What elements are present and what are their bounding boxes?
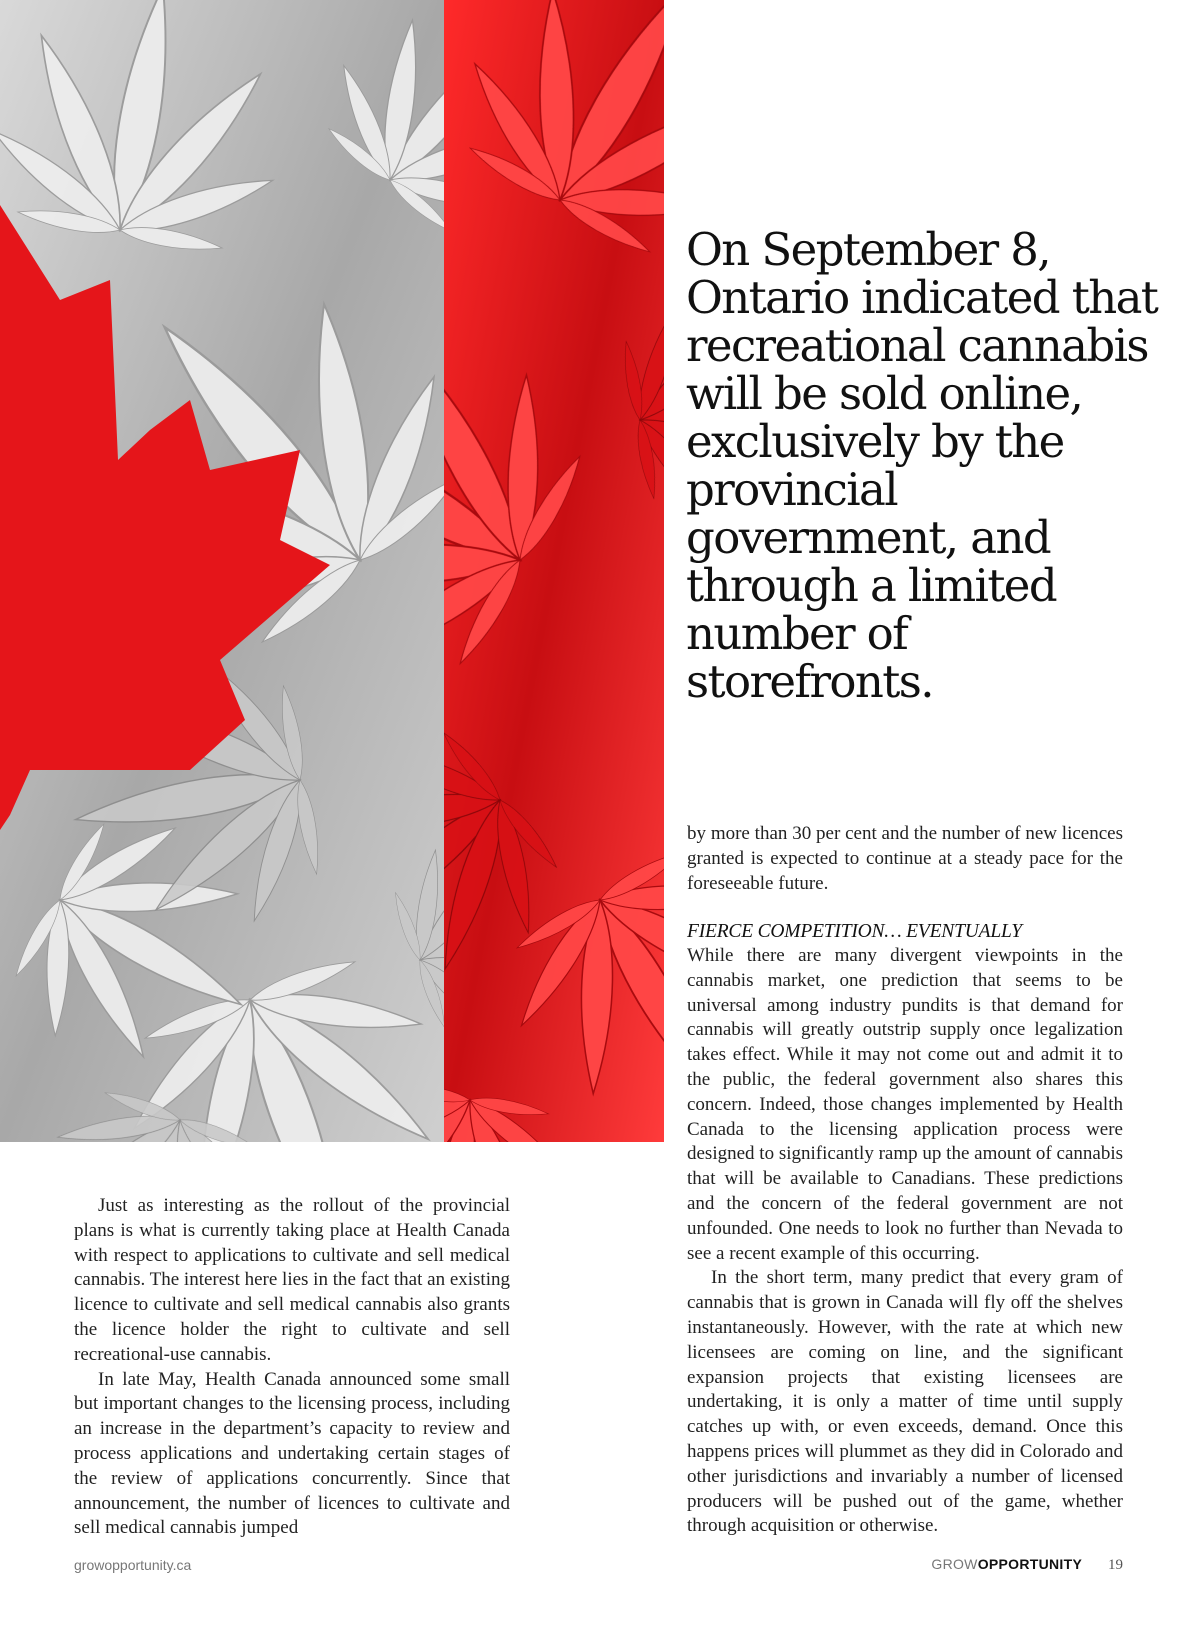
canadian-flag-cannabis-leaves-photo: [0, 0, 664, 1142]
body-paragraph: While there are many divergent viewpoints in the cannabis market, one prediction that seems to be universal among industry pundits is that demand for cannabis will greatly outstrip supply once legalization takes effect. While it may not come out and admit it to the public, the federal government also shares this concern. Indeed, those changes implemented by Health Canada to the licensing application process were designed to significantly ramp up the amount of cannabis that will be available to Canadians. These predictions and the concern of the federal government are not unfounded. One needs to look no further than Nevada to see a recent example of this occurring.: [687, 945, 1123, 1264]
brand-light: GROW: [931, 1556, 978, 1572]
right-column-continuation: [687, 822, 1123, 896]
pull-quote: On September 8, Ontario indicated that recreational cannabis will be sold online, exclusively by the provincial government, and through a limited number of storefronts.: [686, 223, 1158, 708]
footer-brand: [931, 1556, 1123, 1574]
body-paragraph: Just as interesting as the rollout of the provincial plans is what is currently taking place at Health Canada with respect to applications to cultivate and sell medical cannabis. The interest here lies in the fact that an existing licence to cultivate and sell medical cannabis also grants the licence holder the right to cultivate and sell recreational-use cannabis.: [74, 1195, 510, 1365]
left-column: [74, 1194, 510, 1541]
body-paragraph: In the short term, many predict that every gram of cannabis that is grown in Canada will fly off the shelves instantaneously. However, with the rate at which new licensees are coming on line, and the significant expansion projects that existing licensees are undertaking, it is only a matter of time until supply catches up with, or even exceeds, demand. Once this happens prices will plummet as they did in Colorado and other jurisdictions and invariably a number of licensed producers will be pushed out of the game, whether through acquisition or otherwise.: [687, 1267, 1123, 1537]
footer-website: growopportunity.ca: [74, 1557, 192, 1573]
body-paragraph: by more than 30 per cent and the number of new licences granted is expected to continue at a steady pace for the foreseeable future.: [687, 823, 1123, 894]
page-number: 19: [1108, 1557, 1123, 1573]
right-column: [687, 920, 1123, 1539]
section-subhead: FIERCE COMPETITION… EVENTUALLY: [687, 921, 1022, 942]
hero-image: [0, 0, 664, 1142]
brand-bold: OPPORTUNITY: [977, 1556, 1083, 1572]
body-paragraph: In late May, Health Canada announced some small but important changes to the licensing process, including an increase in the department’s capacity to review and process applications and undertaking certain stages of the review of applications concurrently. Since that announcement, the number of licences to cultivate and sell medical cannabis jumped: [74, 1368, 510, 1539]
